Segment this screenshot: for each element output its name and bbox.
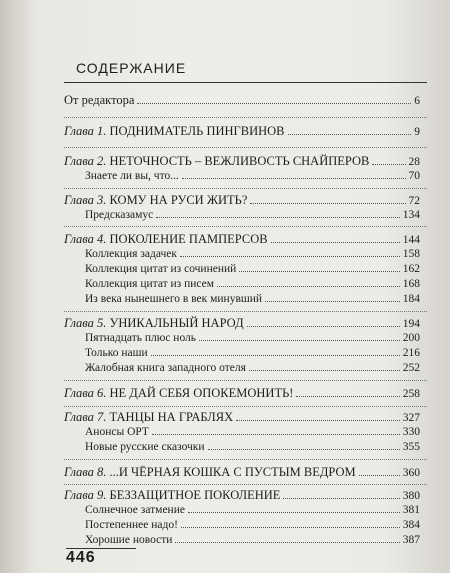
entry-page: 252 — [402, 362, 420, 374]
toc-subentry — [85, 247, 420, 263]
leader-dots — [296, 387, 399, 397]
entry-page: 168 — [402, 278, 420, 290]
section-divider — [64, 380, 427, 381]
entry-page: 70 — [408, 170, 420, 182]
toc-entry: Глава 1. ПОДНИМАТЕЛЬ ПИНГВИНОВ 9 — [64, 124, 420, 138]
toc-entry: Глава 8. ...И ЧЁРНАЯ КОШКА С ПУСТЫМ ВЕДРОМ 360 — [64, 465, 420, 479]
entry-title: Хорошие новости — [85, 534, 173, 546]
entry-page: 387 — [402, 534, 420, 546]
leader-dots — [175, 533, 399, 543]
toc-subentry — [85, 169, 420, 185]
entry-page: 330 — [402, 426, 420, 438]
entry-title: Предсказамус — [85, 209, 154, 221]
section-divider — [64, 484, 427, 485]
leader-dots — [181, 518, 400, 528]
leader-dots — [372, 155, 405, 165]
entry-title: Из века нынешнего в век минувший — [85, 293, 263, 305]
toc-entry: Глава 3. КОМУ НА РУСИ ЖИТЬ? 72 — [64, 193, 420, 207]
entry-page: 200 — [402, 332, 420, 344]
entry-title: БЕЗЗАЩИТНОЕ ПОКОЛЕНИЕ — [109, 488, 281, 502]
entry-title: Пятнадцать плюс ноль — [85, 332, 197, 344]
leader-dots — [247, 317, 400, 327]
section-divider — [64, 188, 427, 189]
toc-subentry — [85, 346, 420, 362]
entry-title: Постепеннее надо! — [85, 519, 178, 531]
entry-title: ПОКОЛЕНИЕ ПАМПЕРСОВ — [109, 232, 268, 246]
entry-page: 144 — [402, 234, 420, 246]
toc-subentry — [85, 533, 420, 549]
entry-page: 158 — [402, 248, 420, 260]
toc-entry: Глава 6. НЕ ДАЙ СЕБЯ ОПОКЕМОНИТЬ! 258 — [64, 386, 420, 400]
toc-entry: Глава 4. ПОКОЛЕНИЕ ПАМПЕРСОВ 144 — [64, 232, 420, 246]
entry-title: Жалобная книга западного отеля — [85, 362, 246, 374]
toc-subentry — [85, 262, 420, 278]
leader-dots — [137, 94, 411, 104]
leader-dots — [199, 331, 400, 341]
leader-dots — [288, 125, 412, 135]
page-number: 446 — [66, 549, 96, 566]
section-divider — [64, 311, 427, 312]
entry-title: Коллекция цитат из писем — [85, 278, 215, 290]
toc-entry: Глава 5. УНИКАЛЬНЫЙ НАРОД 194 — [64, 316, 420, 330]
entry-title: Только наши — [85, 347, 148, 359]
leader-dots — [182, 169, 406, 179]
entry-title: Новые русские сказочки — [85, 441, 205, 453]
leader-dots — [250, 194, 405, 204]
leader-dots — [236, 411, 400, 421]
toc-subentry — [85, 518, 420, 534]
toc-subentry — [85, 425, 420, 441]
section-divider — [64, 226, 427, 227]
toc-subentry — [85, 361, 420, 377]
toc-subentry — [85, 292, 420, 308]
entry-page: 162 — [402, 263, 420, 275]
entry-title: Знаете ли вы, что... — [85, 170, 179, 182]
entry-title: НЕ ДАЙ СЕБЯ ОПОКЕМОНИТЬ! — [109, 386, 294, 400]
entry-title: ПОДНИМАТЕЛЬ ПИНГВИНОВ — [109, 124, 285, 138]
leader-dots — [271, 233, 400, 243]
toc-entry — [64, 93, 420, 109]
entry-page: 355 — [402, 441, 420, 453]
entry-title: КОМУ НА РУСИ ЖИТЬ? — [109, 193, 248, 207]
entry-title: НЕТОЧНОСТЬ – ВЕЖЛИВОСТЬ СНАЙПЕРОВ — [109, 154, 370, 168]
leader-dots — [188, 503, 400, 513]
leader-dots — [265, 292, 400, 302]
entry-page: 360 — [402, 467, 420, 479]
entry-page: 72 — [408, 195, 420, 207]
leader-dots — [156, 208, 399, 218]
leader-dots — [180, 247, 400, 257]
entry-title: Коллекция задачек — [85, 248, 177, 260]
entry-page: 9 — [414, 126, 420, 138]
entry-page: 184 — [402, 293, 420, 305]
leader-dots — [249, 361, 400, 371]
leader-dots — [152, 425, 400, 435]
entry-page: 258 — [402, 388, 420, 400]
section-divider — [64, 459, 427, 460]
entry-title: Солнечное затмение — [85, 504, 185, 516]
entry-title: От редактора — [64, 93, 135, 107]
heading-rule — [64, 82, 427, 83]
section-divider — [64, 147, 427, 148]
entry-page: 381 — [402, 504, 420, 516]
entry-title: Анонсы ОРТ — [85, 426, 149, 438]
leader-dots — [239, 262, 399, 272]
leader-dots — [208, 440, 400, 450]
toc-subentry — [85, 208, 420, 224]
entry-page: 380 — [402, 490, 420, 502]
entry-page: 6 — [414, 95, 420, 107]
entry-page: 28 — [408, 156, 420, 168]
section-divider — [64, 117, 427, 118]
entry-title: ...И ЧЁРНАЯ КОШКА С ПУСТЫМ ВЕДРОМ — [109, 465, 356, 479]
toc-subentry — [85, 331, 420, 347]
entry-title: ТАНЦЫ НА ГРАБЛЯХ — [109, 410, 234, 424]
entry-title: Коллекция цитат из сочинений — [85, 263, 237, 275]
entry-page: 384 — [402, 519, 420, 531]
entry-page: 194 — [402, 318, 420, 330]
toc-subentry — [85, 440, 420, 456]
entry-title: УНИКАЛЬНЫЙ НАРОД — [109, 316, 244, 330]
leader-dots — [151, 346, 400, 356]
toc-entry: Глава 2. НЕТОЧНОСТЬ – ВЕЖЛИВОСТЬ СНАЙПЕРОВ 28 — [64, 154, 420, 168]
section-divider — [64, 406, 427, 407]
page-heading: СОДЕРЖАНИЕ — [76, 60, 187, 76]
entry-page: 216 — [402, 347, 420, 359]
toc-entry: Глава 9. БЕЗЗАЩИТНОЕ ПОКОЛЕНИЕ 380 — [64, 488, 420, 502]
leader-dots — [283, 489, 399, 499]
entry-page: 134 — [402, 209, 420, 221]
toc-subentry — [85, 503, 420, 519]
leader-dots — [359, 466, 400, 476]
leader-dots — [217, 277, 400, 287]
entry-page: 327 — [402, 412, 420, 424]
toc-entry: Глава 7. ТАНЦЫ НА ГРАБЛЯХ 327 — [64, 410, 420, 424]
toc-subentry — [85, 277, 420, 293]
